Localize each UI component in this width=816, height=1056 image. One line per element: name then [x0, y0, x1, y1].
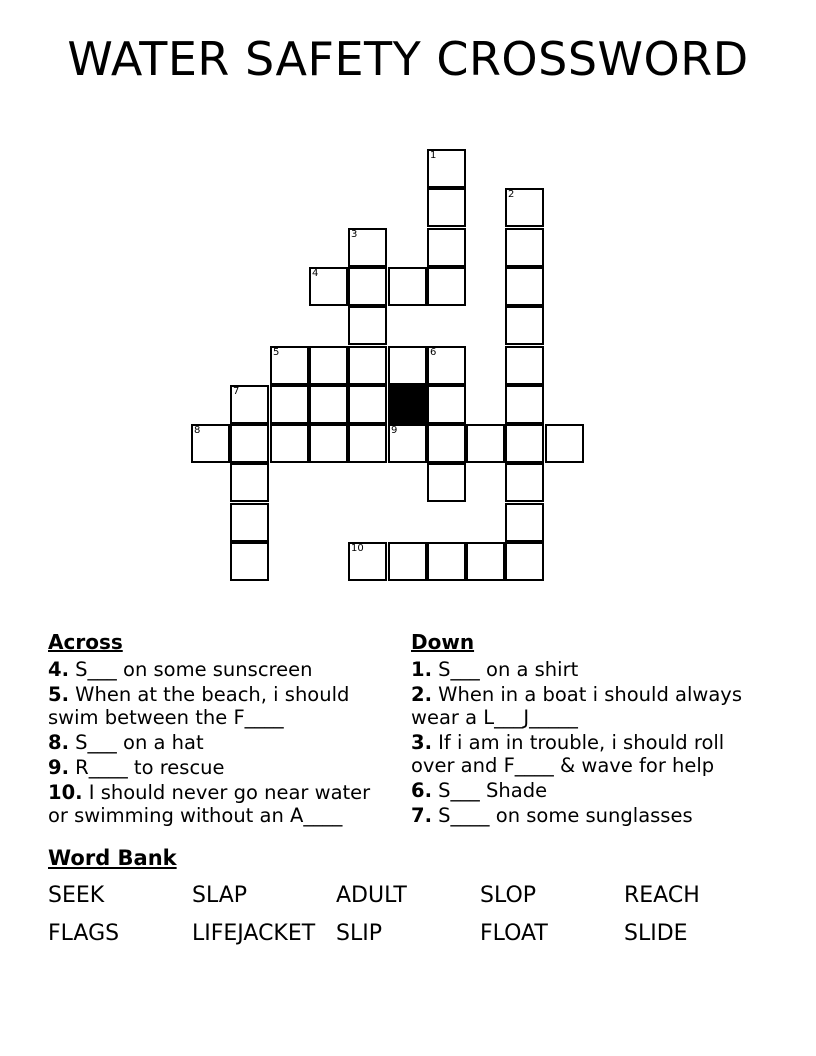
grid-cell[interactable] — [427, 424, 466, 463]
clue-number: 2. — [411, 683, 432, 706]
word-bank — [48, 884, 778, 946]
across-clue-list — [48, 658, 388, 829]
grid-cell[interactable] — [505, 463, 544, 502]
clue-number: 6 — [430, 347, 437, 358]
grid-cell[interactable] — [466, 424, 505, 463]
word-bank-word: SLIDE — [624, 921, 688, 946]
grid-cell[interactable] — [309, 385, 348, 424]
clue-number: 5 — [273, 347, 280, 358]
clue-number: 8. — [48, 731, 69, 754]
grid-cell[interactable] — [270, 385, 309, 424]
grid-cell[interactable] — [505, 385, 544, 424]
clue-text: When in a boat i should always wear a L___J_____ — [411, 683, 742, 729]
grid-cell[interactable] — [505, 306, 544, 345]
word-bank-heading: Word Bank — [48, 846, 177, 870]
clue-item — [411, 658, 761, 681]
grid-cell[interactable] — [466, 542, 505, 581]
grid-cell[interactable] — [427, 346, 466, 385]
grid-cell[interactable] — [545, 424, 584, 463]
grid-cell[interactable] — [427, 228, 466, 267]
clue-text: R____ to rescue — [68, 756, 225, 779]
clue-number: 1 — [430, 150, 437, 161]
grid-cell[interactable] — [427, 463, 466, 502]
clue-text: When at the beach, i should swim between the F____ — [48, 683, 350, 729]
grid-cell[interactable] — [427, 385, 466, 424]
clue-item — [48, 658, 388, 681]
clue-number: 9 — [391, 425, 398, 436]
word-bank-word: FLAGS — [48, 921, 120, 946]
word-bank-word: SLOP — [480, 883, 537, 908]
clue-number: 2 — [508, 189, 515, 200]
clue-number: 10 — [351, 543, 364, 554]
grid-cell[interactable] — [388, 346, 427, 385]
grid-cell[interactable] — [505, 542, 544, 581]
clue-number: 4. — [48, 658, 69, 681]
clue-item — [411, 731, 761, 777]
grid-cell[interactable] — [230, 463, 269, 502]
clue-number: 8 — [194, 425, 201, 436]
clue-text: I should never go near water or swimming without an A____ — [48, 781, 371, 827]
grid-cell[interactable] — [348, 306, 387, 345]
grid-cell[interactable] — [309, 424, 348, 463]
grid-cell[interactable] — [230, 542, 269, 581]
grid-cell[interactable] — [270, 424, 309, 463]
down-heading: Down — [411, 630, 475, 654]
clue-text: S___ on a hat — [68, 731, 204, 754]
clue-text: S___ on a shirt — [431, 658, 579, 681]
clue-text: S____ on some sunglasses — [431, 804, 693, 827]
grid-cell[interactable] — [505, 267, 544, 306]
clue-number: 7. — [411, 804, 432, 827]
clue-item — [411, 683, 761, 729]
clue-number: 10. — [48, 781, 83, 804]
clue-number: 7 — [233, 386, 240, 397]
grid-cell[interactable] — [348, 385, 387, 424]
word-bank-word: REACH — [624, 883, 700, 908]
clue-item — [48, 756, 388, 779]
grid-cell[interactable] — [348, 228, 387, 267]
clue-number: 4 — [312, 268, 319, 279]
grid-cell[interactable] — [348, 346, 387, 385]
clue-item — [48, 683, 388, 729]
grid-cell[interactable] — [388, 424, 427, 463]
grid-cell[interactable] — [427, 149, 466, 188]
word-bank-word: SLAP — [192, 883, 248, 908]
grid-cell[interactable] — [427, 267, 466, 306]
page-title: WATER SAFETY CROSSWORD — [67, 32, 749, 86]
clue-text: S___ Shade — [431, 779, 548, 802]
grid-cell[interactable] — [505, 346, 544, 385]
grid-cell[interactable] — [427, 188, 466, 227]
grid-cell[interactable] — [388, 542, 427, 581]
grid-cell[interactable] — [230, 503, 269, 542]
grid-cell[interactable] — [388, 267, 427, 306]
clue-number: 9. — [48, 756, 69, 779]
word-bank-word: ADULT — [336, 883, 407, 908]
grid-cell[interactable] — [191, 424, 230, 463]
clue-item — [411, 804, 761, 827]
clue-item — [411, 779, 761, 802]
grid-cell[interactable] — [505, 503, 544, 542]
clue-item — [48, 731, 388, 754]
word-bank-word: SEEK — [48, 883, 105, 908]
clue-text: If i am in trouble, i should roll over and F____ & wave for help — [411, 731, 725, 777]
grid-cell[interactable] — [230, 385, 269, 424]
grid-cell[interactable] — [309, 346, 348, 385]
clue-number: 3. — [411, 731, 432, 754]
grid-cell[interactable] — [505, 188, 544, 227]
clue-number: 3 — [351, 229, 358, 240]
grid-cell[interactable] — [230, 424, 269, 463]
clue-text: S___ on some sunscreen — [68, 658, 313, 681]
grid-cell[interactable] — [427, 542, 466, 581]
clue-number: 6. — [411, 779, 432, 802]
grid-cell[interactable] — [309, 267, 348, 306]
grid-cell[interactable] — [270, 346, 309, 385]
clue-number: 5. — [48, 683, 69, 706]
grid-cell[interactable] — [505, 228, 544, 267]
down-clue-list — [411, 658, 761, 829]
grid-cell[interactable] — [348, 542, 387, 581]
word-bank-word: SLIP — [336, 921, 382, 946]
grid-cell[interactable] — [505, 424, 544, 463]
clue-item — [48, 781, 388, 827]
across-heading: Across — [48, 630, 123, 654]
clue-number: 1. — [411, 658, 432, 681]
grid-cell[interactable] — [348, 267, 387, 306]
grid-block — [388, 385, 427, 424]
word-bank-word: LIFEJACKET — [192, 921, 316, 946]
word-bank-word: FLOAT — [480, 921, 548, 946]
grid-cell[interactable] — [348, 424, 387, 463]
